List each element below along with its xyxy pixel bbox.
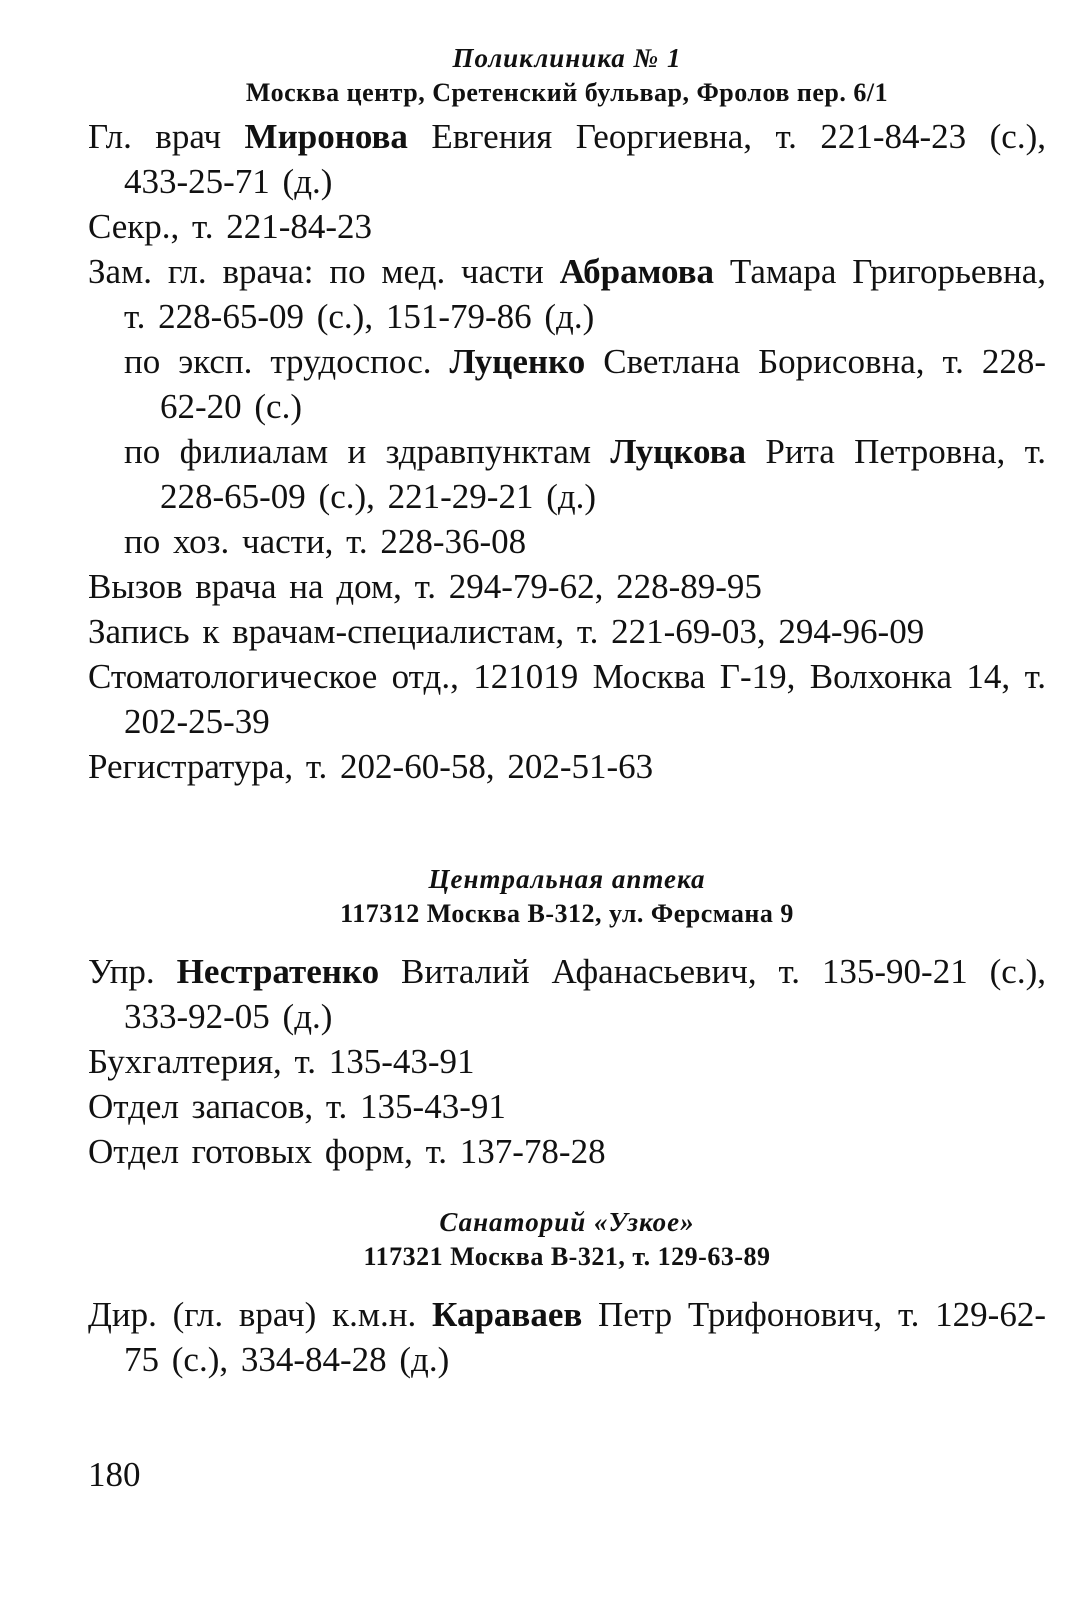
entry-accounting: Бухгалтерия, т. 135-43-91 — [88, 1042, 475, 1081]
section-address: 117312 Москва В-312, ул. Ферсмана 9 — [340, 899, 794, 928]
entry-manager: Упр. Нестратенко Виталий Афанасьевич, т. 135-90-21 (с.), 333-92-05 (д.) — [88, 952, 1046, 1036]
section-address: Москва центр, Сретенский бульвар, Фролов пер. 6/1 — [245, 78, 889, 107]
document-page — [88, 40, 1046, 1382]
entry-director: Дир. (гл. врач) к.м.н. Караваев Петр Трифонович, т. 129-62-75 (с.), 334-84-28 (д.) — [88, 1295, 1046, 1379]
entry-ready-forms: Отдел готовых форм, т. 137-78-28 — [88, 1132, 606, 1171]
entry-registry: Регистратура, т. 202-60-58, 202-51-63 — [88, 747, 654, 786]
entry-specialists: Запись к врачам-специалистам, т. 221-69-03, 294-96-09 — [88, 612, 925, 651]
section-address: 117321 Москва В-321, т. 129-63-89 — [363, 1242, 771, 1271]
entry-stock: Отдел запасов, т. 135-43-91 — [88, 1087, 506, 1126]
section-title: Санаторий «Узкое» — [439, 1207, 695, 1237]
entry-deputy-household: по хоз. части, т. 228-36-08 — [124, 522, 527, 561]
entry-home-call: Вызов врача на дом, т. 294-79-62, 228-89-95 — [88, 567, 762, 606]
section-polyclinic — [88, 40, 1046, 789]
entry-deputy-medical: Зам. гл. врача: по мед. части Абрамова Тамара Григорьевна, т. 228-65-09 (с.), 151-79-86 (д.) — [88, 252, 1046, 336]
entry-secretary: Секр., т. 221-84-23 — [88, 207, 373, 246]
section-title: Центральная аптека — [428, 864, 706, 894]
entry-dental: Стоматологическое отд., 121019 Москва Г-19, Волхонка 14, т. 202-25-39 — [88, 657, 1046, 741]
entry-chief-doctor: Гл. врач Миронова Евгения Георгиевна, т. 221-84-23 (с.), 433-25-71 (д.) — [88, 117, 1046, 201]
section-pharmacy — [88, 861, 1046, 1174]
entry-deputy-expertise: по эксп. трудоспос. Луценко Светлана Борисовна, т. 228-62-20 (с.) — [124, 342, 1046, 426]
section-sanatorium — [88, 1204, 1046, 1382]
section-title: Поликлиника № 1 — [452, 43, 682, 73]
page-number: 180 — [88, 1455, 141, 1494]
entry-deputy-branches: по филиалам и здравпунктам Луцкова Рита Петровна, т. 228-65-09 (с.), 221-29-21 (д.) — [124, 432, 1046, 516]
